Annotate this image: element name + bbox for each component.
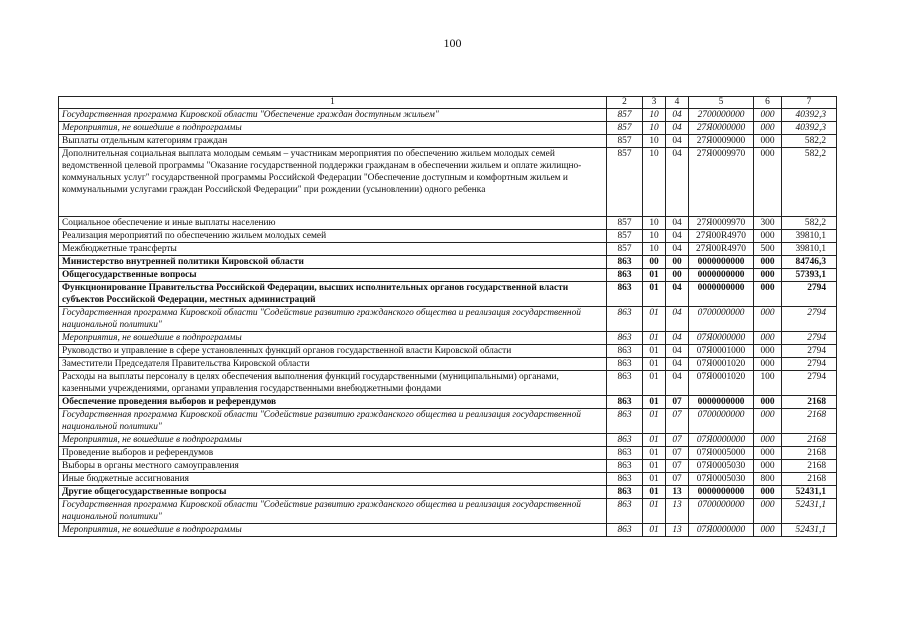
cell-amount: 582,2 bbox=[782, 217, 837, 230]
cell-subsection: 07 bbox=[666, 409, 689, 434]
cell-section: 01 bbox=[643, 358, 666, 371]
cell-expense-type: 100 bbox=[754, 371, 782, 396]
cell-target-article: 27Я0009970 bbox=[689, 148, 754, 197]
cell-section: 01 bbox=[643, 434, 666, 447]
cell-amount: 84746,3 bbox=[782, 256, 837, 269]
cell-subsection: 13 bbox=[666, 499, 689, 524]
cell-target-article: 07Я0000000 bbox=[689, 434, 754, 447]
cell-subsection: 00 bbox=[666, 256, 689, 269]
cell-section: 01 bbox=[643, 269, 666, 282]
cell-target-article: 27Я0009000 bbox=[689, 135, 754, 148]
cell-expense-type: 000 bbox=[754, 409, 782, 434]
cell-subsection: 00 bbox=[666, 269, 689, 282]
cell-target-article: 07Я0000000 bbox=[689, 332, 754, 345]
header-cell-6: 6 bbox=[754, 97, 782, 109]
table-row bbox=[59, 345, 837, 358]
cell-subsection: 07 bbox=[666, 473, 689, 486]
cell-section: 10 bbox=[643, 135, 666, 148]
cell-expense-type: 000 bbox=[754, 332, 782, 345]
cell-name: Государственная программа Кировской области "Содействие развитию гражданского общества и реализация государственной национальной политики" bbox=[59, 307, 607, 332]
header-cell-2: 2 bbox=[607, 97, 643, 109]
cell-subsection: 04 bbox=[666, 217, 689, 230]
cell-admin-code: 857 bbox=[607, 230, 643, 243]
header-cell-5: 5 bbox=[689, 97, 754, 109]
cell-subsection: 04 bbox=[666, 371, 689, 396]
cell-expense-type: 800 bbox=[754, 473, 782, 486]
cell-amount: 2168 bbox=[782, 473, 837, 486]
cell-section: 10 bbox=[643, 122, 666, 135]
cell-section: 01 bbox=[643, 409, 666, 434]
table-row bbox=[59, 460, 837, 473]
cell-amount: 39810,1 bbox=[782, 230, 837, 243]
cell-amount: 40392,3 bbox=[782, 122, 837, 135]
cell-subsection: 04 bbox=[666, 109, 689, 122]
cell-admin-code: 857 bbox=[607, 109, 643, 122]
cell-expense-type: 000 bbox=[754, 256, 782, 269]
cell-target-article: 0700000000 bbox=[689, 307, 754, 332]
cell-admin-code: 863 bbox=[607, 307, 643, 332]
cell-expense-type: 000 bbox=[754, 499, 782, 524]
cell-name: Мероприятия, не вошедшие в подпрограммы bbox=[59, 332, 607, 345]
cell-subsection: 04 bbox=[666, 358, 689, 371]
cell-section: 10 bbox=[643, 243, 666, 256]
cell-name: Другие общегосударственные вопросы bbox=[59, 486, 607, 499]
cell-section: 01 bbox=[643, 524, 666, 537]
header-cell-3: 3 bbox=[643, 97, 666, 109]
cell-target-article: 27Я00R4970 bbox=[689, 243, 754, 256]
cell-amount: 2794 bbox=[782, 345, 837, 358]
cell-name: Реализация мероприятий по обеспечению жильем молодых семей bbox=[59, 230, 607, 243]
table-row bbox=[59, 243, 837, 256]
cell-amount: 2794 bbox=[782, 307, 837, 332]
page-number: 100 bbox=[443, 36, 462, 50]
cell-expense-type: 000 bbox=[754, 345, 782, 358]
cell-section: 01 bbox=[643, 499, 666, 524]
table-row bbox=[59, 148, 837, 197]
cell-admin-code: 863 bbox=[607, 460, 643, 473]
cell-expense-type: 000 bbox=[754, 230, 782, 243]
cell-expense-type: 000 bbox=[754, 109, 782, 122]
empty-cell bbox=[754, 196, 782, 217]
cell-target-article: 07Я0001020 bbox=[689, 358, 754, 371]
empty-cell bbox=[59, 196, 607, 217]
cell-amount: 2168 bbox=[782, 460, 837, 473]
cell-expense-type: 000 bbox=[754, 122, 782, 135]
table-row bbox=[59, 307, 837, 332]
header-row bbox=[59, 97, 837, 109]
cell-section: 00 bbox=[643, 256, 666, 269]
cell-subsection: 04 bbox=[666, 243, 689, 256]
cell-amount: 40392,3 bbox=[782, 109, 837, 122]
cell-admin-code: 857 bbox=[607, 135, 643, 148]
header-cell-4: 4 bbox=[666, 97, 689, 109]
cell-section: 10 bbox=[643, 109, 666, 122]
cell-admin-code: 863 bbox=[607, 358, 643, 371]
cell-admin-code: 857 bbox=[607, 122, 643, 135]
cell-expense-type: 000 bbox=[754, 396, 782, 409]
table-row bbox=[59, 135, 837, 148]
cell-name: Межбюджетные трансферты bbox=[59, 243, 607, 256]
cell-amount: 2794 bbox=[782, 282, 837, 307]
table-row bbox=[59, 409, 837, 434]
cell-name: Выплаты отдельным категориям граждан bbox=[59, 135, 607, 148]
table-row bbox=[59, 282, 837, 307]
cell-target-article: 0700000000 bbox=[689, 409, 754, 434]
cell-section: 01 bbox=[643, 332, 666, 345]
cell-expense-type: 000 bbox=[754, 434, 782, 447]
cell-expense-type: 300 bbox=[754, 217, 782, 230]
cell-section: 01 bbox=[643, 282, 666, 307]
table-row bbox=[59, 256, 837, 269]
cell-name: Расходы на выплаты персоналу в целях обеспечения выполнения функций государственными (муниципальными) органами, казенными учреждениями, органами управления государственными внебюджетными фондами bbox=[59, 371, 607, 396]
cell-admin-code: 863 bbox=[607, 486, 643, 499]
cell-target-article: 27Я0000000 bbox=[689, 122, 754, 135]
cell-section: 01 bbox=[643, 307, 666, 332]
cell-admin-code: 857 bbox=[607, 243, 643, 256]
cell-subsection: 13 bbox=[666, 486, 689, 499]
cell-subsection: 04 bbox=[666, 307, 689, 332]
cell-expense-type: 000 bbox=[754, 148, 782, 197]
cell-name: Дополнительная социальная выплата молодым семьям – участникам мероприятия по обеспечению жильем молодых семей ведомственной целевой программы "Оказание государственной поддержки гражданам в обеспечении жильем и оплате жилищно-коммунальных услуг" государственной программы Российской Федерации "Обеспечение доступным и комфортным жильем и коммунальными услугами граждан Российской Федерации" при рождении (усыновлении) одного ребенка bbox=[59, 148, 607, 197]
cell-admin-code: 857 bbox=[607, 148, 643, 197]
cell-name: Общегосударственные вопросы bbox=[59, 269, 607, 282]
cell-section: 01 bbox=[643, 345, 666, 358]
cell-section: 01 bbox=[643, 371, 666, 396]
cell-amount: 52431,1 bbox=[782, 499, 837, 524]
cell-amount: 2794 bbox=[782, 332, 837, 345]
cell-subsection: 04 bbox=[666, 282, 689, 307]
cell-section: 01 bbox=[643, 396, 666, 409]
cell-amount: 52431,1 bbox=[782, 486, 837, 499]
cell-expense-type: 000 bbox=[754, 524, 782, 537]
cell-expense-type: 000 bbox=[754, 447, 782, 460]
cell-section: 01 bbox=[643, 486, 666, 499]
cell-name: Заместители Председателя Правительства Кировской области bbox=[59, 358, 607, 371]
cell-target-article: 0000000000 bbox=[689, 282, 754, 307]
table-row bbox=[59, 332, 837, 345]
cell-admin-code: 863 bbox=[607, 371, 643, 396]
cell-name: Государственная программа Кировской области "Обеспечение граждан доступным жильем" bbox=[59, 109, 607, 122]
cell-admin-code: 863 bbox=[607, 332, 643, 345]
cell-target-article: 07Я0001020 bbox=[689, 371, 754, 396]
cell-admin-code: 863 bbox=[607, 447, 643, 460]
cell-target-article: 27Я0009970 bbox=[689, 217, 754, 230]
cell-name: Министерство внутренней политики Кировской области bbox=[59, 256, 607, 269]
table-row bbox=[59, 230, 837, 243]
budget-table bbox=[58, 96, 837, 537]
cell-target-article: 07Я0000000 bbox=[689, 524, 754, 537]
table-row bbox=[59, 486, 837, 499]
cell-subsection: 07 bbox=[666, 460, 689, 473]
cell-name: Социальное обеспечение и иные выплаты населению bbox=[59, 217, 607, 230]
cell-expense-type: 000 bbox=[754, 135, 782, 148]
cell-expense-type: 000 bbox=[754, 486, 782, 499]
cell-name: Мероприятия, не вошедшие в подпрограммы bbox=[59, 524, 607, 537]
cell-expense-type: 000 bbox=[754, 307, 782, 332]
table-row bbox=[59, 434, 837, 447]
cell-name: Мероприятия, не вошедшие в подпрограммы bbox=[59, 122, 607, 135]
header-cell-1: 1 bbox=[59, 97, 607, 109]
cell-amount: 582,2 bbox=[782, 135, 837, 148]
cell-subsection: 07 bbox=[666, 434, 689, 447]
cell-amount: 582,2 bbox=[782, 148, 837, 197]
cell-name: Обеспечение проведения выборов и референдумов bbox=[59, 396, 607, 409]
cell-section: 10 bbox=[643, 217, 666, 230]
cell-subsection: 04 bbox=[666, 230, 689, 243]
cell-name: Выборы в органы местного самоуправления bbox=[59, 460, 607, 473]
cell-amount: 2168 bbox=[782, 434, 837, 447]
cell-name: Проведение выборов и референдумов bbox=[59, 447, 607, 460]
cell-amount: 2794 bbox=[782, 371, 837, 396]
cell-name: Функционирование Правительства Российской Федерации, высших исполнительных органов государственной власти субъектов Российской Федерации, местных администраций bbox=[59, 282, 607, 307]
cell-admin-code: 863 bbox=[607, 499, 643, 524]
cell-amount: 39810,1 bbox=[782, 243, 837, 256]
cell-subsection: 04 bbox=[666, 148, 689, 197]
cell-target-article: 27Я00R4970 bbox=[689, 230, 754, 243]
cell-section: 01 bbox=[643, 473, 666, 486]
cell-admin-code: 863 bbox=[607, 473, 643, 486]
cell-target-article: 0700000000 bbox=[689, 499, 754, 524]
cell-amount: 2168 bbox=[782, 409, 837, 434]
cell-admin-code: 863 bbox=[607, 345, 643, 358]
cell-expense-type: 500 bbox=[754, 243, 782, 256]
cell-subsection: 07 bbox=[666, 447, 689, 460]
cell-subsection: 04 bbox=[666, 332, 689, 345]
cell-admin-code: 863 bbox=[607, 396, 643, 409]
table-row bbox=[59, 396, 837, 409]
cell-subsection: 04 bbox=[666, 345, 689, 358]
empty-cell bbox=[607, 196, 643, 217]
cell-subsection: 13 bbox=[666, 524, 689, 537]
cell-admin-code: 863 bbox=[607, 256, 643, 269]
cell-section: 01 bbox=[643, 447, 666, 460]
table-body bbox=[59, 109, 837, 537]
cell-admin-code: 863 bbox=[607, 269, 643, 282]
empty-cell bbox=[782, 196, 837, 217]
cell-amount: 2168 bbox=[782, 447, 837, 460]
table-row bbox=[59, 524, 837, 537]
table-row bbox=[59, 371, 837, 396]
cell-expense-type: 000 bbox=[754, 460, 782, 473]
table-row bbox=[59, 499, 837, 524]
cell-admin-code: 863 bbox=[607, 282, 643, 307]
cell-admin-code: 863 bbox=[607, 409, 643, 434]
cell-subsection: 04 bbox=[666, 122, 689, 135]
table-row bbox=[59, 217, 837, 230]
cell-admin-code: 863 bbox=[607, 434, 643, 447]
cell-section: 01 bbox=[643, 460, 666, 473]
cell-target-article: 07Я0005000 bbox=[689, 447, 754, 460]
cell-target-article: 07Я0005030 bbox=[689, 460, 754, 473]
cell-amount: 2794 bbox=[782, 358, 837, 371]
table-row bbox=[59, 122, 837, 135]
cell-target-article: 07Я0005030 bbox=[689, 473, 754, 486]
table-row bbox=[59, 473, 837, 486]
cell-admin-code: 857 bbox=[607, 217, 643, 230]
cell-expense-type: 000 bbox=[754, 269, 782, 282]
cell-name: Мероприятия, не вошедшие в подпрограммы bbox=[59, 434, 607, 447]
empty-cell bbox=[689, 196, 754, 217]
cell-name: Иные бюджетные ассигнования bbox=[59, 473, 607, 486]
cell-expense-type: 000 bbox=[754, 282, 782, 307]
cell-target-article: 0000000000 bbox=[689, 396, 754, 409]
cell-target-article: 0000000000 bbox=[689, 486, 754, 499]
cell-admin-code: 863 bbox=[607, 524, 643, 537]
cell-amount: 52431,1 bbox=[782, 524, 837, 537]
cell-target-article: 2700000000 bbox=[689, 109, 754, 122]
cell-subsection: 04 bbox=[666, 135, 689, 148]
cell-section: 10 bbox=[643, 148, 666, 197]
table-row bbox=[59, 358, 837, 371]
cell-amount: 57393,1 bbox=[782, 269, 837, 282]
empty-cell bbox=[643, 196, 666, 217]
cell-target-article: 0000000000 bbox=[689, 269, 754, 282]
table-row bbox=[59, 269, 837, 282]
cell-amount: 2168 bbox=[782, 396, 837, 409]
cell-name: Государственная программа Кировской области "Содействие развитию гражданского общества и реализация государственной национальной политики" bbox=[59, 409, 607, 434]
empty-cell bbox=[666, 196, 689, 217]
row-continuation bbox=[59, 196, 837, 217]
table-row bbox=[59, 109, 837, 122]
table-header bbox=[59, 97, 837, 109]
cell-target-article: 0000000000 bbox=[689, 256, 754, 269]
cell-subsection: 07 bbox=[666, 396, 689, 409]
cell-name: Государственная программа Кировской области "Содействие развитию гражданского общества и реализация государственной национальной политики" bbox=[59, 499, 607, 524]
cell-name: Руководство и управление в сфере установленных функций органов государственной власти Кировской области bbox=[59, 345, 607, 358]
cell-expense-type: 000 bbox=[754, 358, 782, 371]
cell-section: 10 bbox=[643, 230, 666, 243]
header-cell-7: 7 bbox=[782, 97, 837, 109]
cell-target-article: 07Я0001000 bbox=[689, 345, 754, 358]
table-row bbox=[59, 447, 837, 460]
